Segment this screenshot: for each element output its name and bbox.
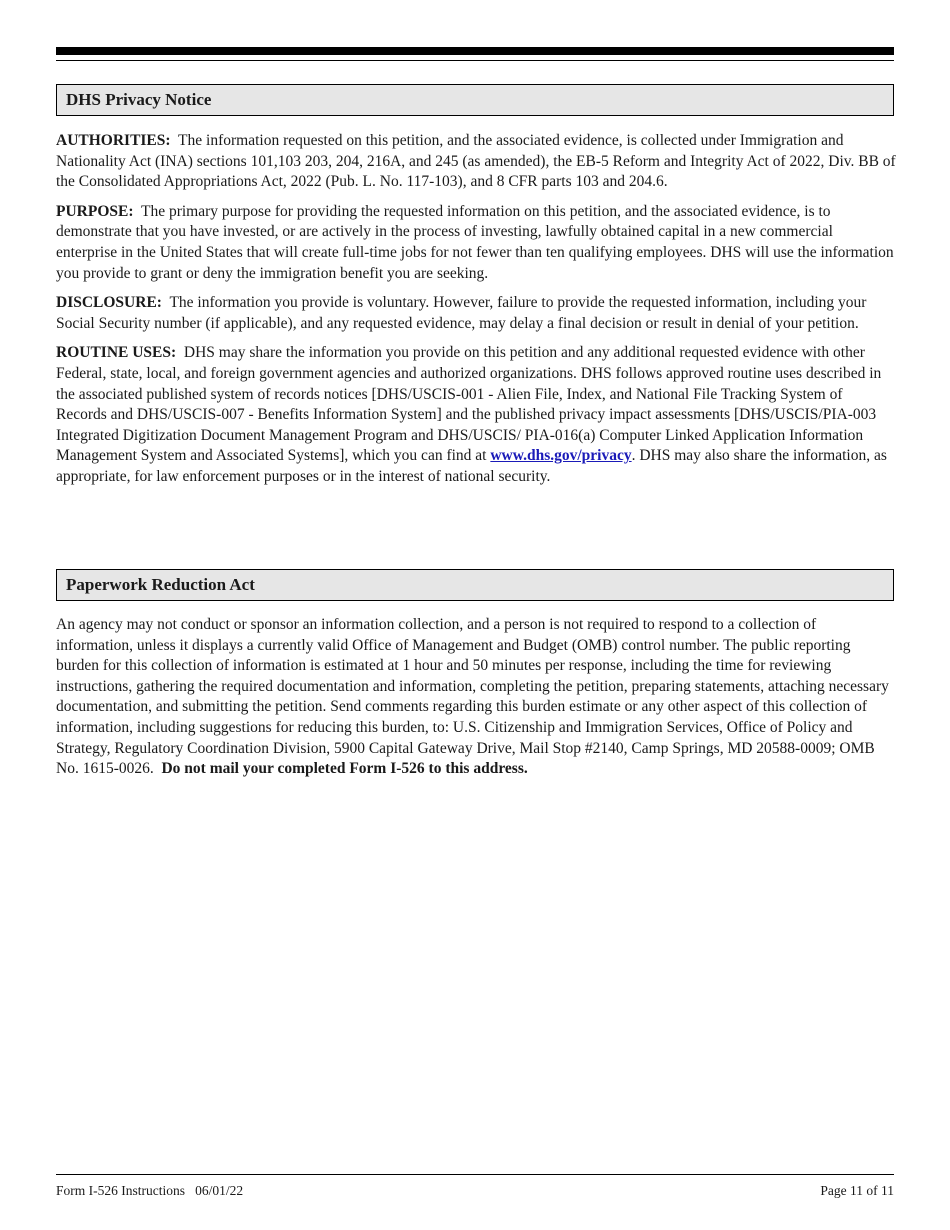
top-thin-rule (56, 60, 894, 61)
routine-uses-paragraph (56, 343, 896, 487)
disclosure-label: DISCLOSURE: (56, 294, 162, 312)
authorities-label: AUTHORITIES: (56, 132, 171, 149)
purpose-text: The primary purpose for providing the requested information on this petition, and the associated evidence, is to demonstrate that you have invested, or are actively in the process of investing, lawfully obtained capital in a new commercial enterprise in the United States that will create full-time jobs for not fewer than ten qualifying employees. DHS will use the information you provide to grant or deny the immigration benefit you are seeking. (56, 202, 894, 282)
authorities-paragraph (56, 131, 896, 193)
footer-form-name: Form I-526 Instructions (56, 1183, 185, 1198)
paperwork-paragraph (56, 615, 896, 780)
privacy-section-title: DHS Privacy Notice (66, 90, 212, 109)
footer-page-number: Page 11 of 11 (820, 1183, 894, 1198)
paperwork-section-title: Paperwork Reduction Act (66, 575, 255, 594)
authorities-text: The information requested on this petition, and the associated evidence, is collected under Immigration and Nationality Act (INA) sections 101,103 203, 204, 216A, and 245 (as amended), the EB-5 Reform and Integrity Act of 2022, Div. BB of the Consolidated Appropriations Act, 2022 (Pub. L. No. 117-103), and 8 CFR parts 103 and 204.6. (56, 132, 896, 191)
routine-uses-text: DHS may share the information you provide on this petition and any additional requested evidence with other Federal, state, local, and foreign government agencies and authorized organizations. DHS follows approved routine uses described in the associated published system of records notices [DHS/USCIS-001 - Alien File, Index, and National File Tracking System of Records and DHS/USCIS-007 - Benefits Information System] and the published privacy impact assessments [DHS/USCIS/PIA-003 Integrated Digitization Document Management Program and DHS/USCIS/ PIA-016(a) Computer Linked Application Information Management System and Associated Systems], which you can find at (56, 344, 882, 465)
top-thick-rule (56, 47, 894, 55)
disclosure-paragraph (56, 293, 896, 334)
purpose-paragraph (56, 202, 896, 284)
paperwork-text: An agency may not conduct or sponsor an information collection, and a person is not required to respond to a collection of information, unless it displays a currently valid Office of Management and Budget (OMB) control number. The public reporting burden for this collection of information is estimated at 1 hour and 50 minutes per response, including the time for reviewing instructions, gathering the required documentation and information, completing the petition, preparing statements, attaching necessary documentation, and submitting the petition. Send comments regarding this burden estimate or any other aspect of this collection of information, including suggestions for reducing this burden, to: U.S. Citizenship and Immigration Services, Office of Policy and Strategy, Regulatory Coordination Division, 5900 Capital Gateway Drive, Mail Stop #2140, Camp Springs, MD 20588-0009; OMB No. 1615-0026. (56, 616, 889, 778)
routine-uses-label: ROUTINE USES: (56, 344, 177, 362)
paperwork-section-header (56, 569, 894, 601)
paperwork-bold-warning: Do not mail your completed Form I-526 to this address. (161, 760, 528, 778)
footer-form-info (56, 1183, 243, 1199)
footer-rule (56, 1174, 894, 1175)
disclosure-text: The information you provide is voluntary. However, failure to provide the requested information, including your Social Security number (if applicable), and any requested evidence, may delay a final decision or result in denial of your petition. (56, 294, 867, 332)
purpose-label: PURPOSE: (56, 202, 134, 220)
routine-uses-text-after: . DHS may also share the information, as appropriate, for law enforcement purposes or in the interest of national security. (56, 447, 887, 485)
privacy-section-header (56, 84, 894, 116)
dhs-privacy-link[interactable]: www.dhs.gov/privacy (490, 447, 632, 465)
paperwork-body (56, 615, 896, 789)
privacy-notice-body (56, 131, 896, 497)
footer-edition-date: 06/01/22 (195, 1183, 244, 1198)
